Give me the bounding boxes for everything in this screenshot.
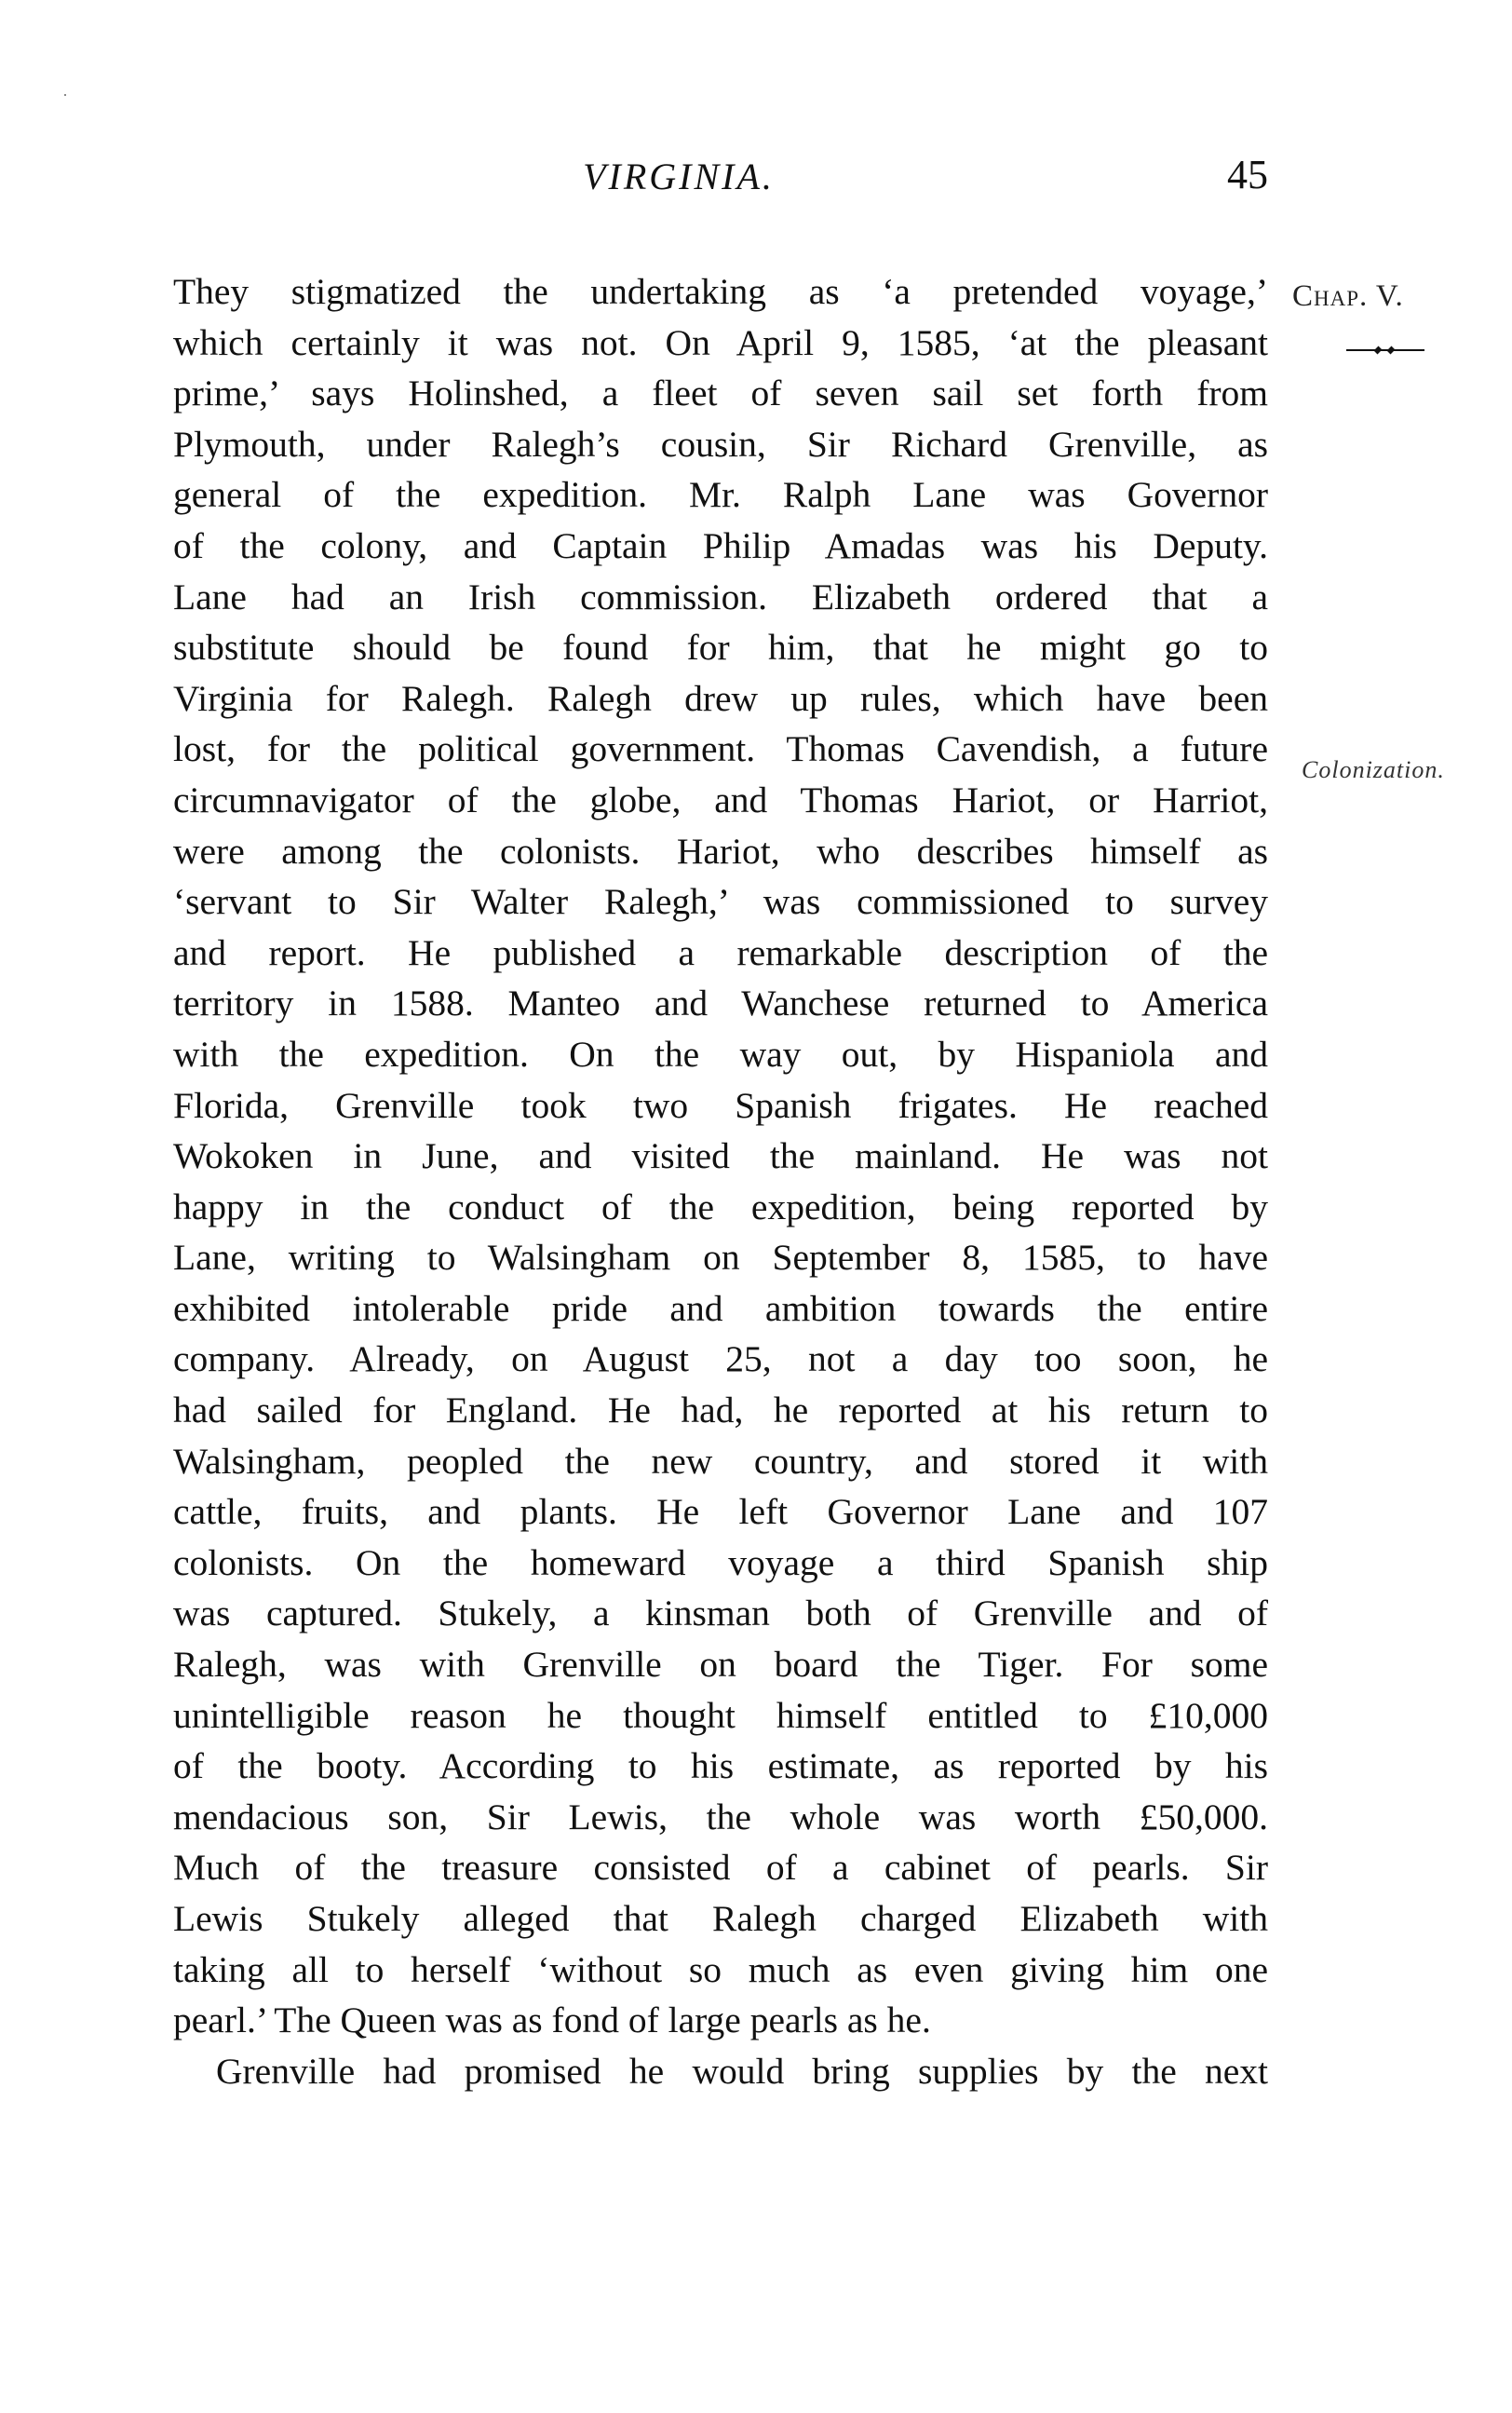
- text-line: mendacious son, Sir Lewis, the whole was worth £50,000.: [173, 1796, 1268, 1837]
- scan-speck: [64, 94, 66, 96]
- text-line: taking all to herself ‘without so much as even giving him one: [173, 1948, 1268, 1990]
- double-diamond-rule-icon: [1346, 345, 1424, 356]
- text-line: Florida, Grenville took two Spanish frigates. He reached: [173, 1084, 1268, 1126]
- text-line: were among the colonists. Hariot, who describes himself as: [173, 830, 1268, 872]
- text-line: territory in 1588. Manteo and Wanchese returned to America: [173, 983, 1268, 1024]
- text-line: general of the expedition. Mr. Ralph Lane was Governor: [173, 474, 1268, 516]
- body-text: [173, 266, 1268, 2096]
- text-line: Virginia for Ralegh. Ralegh drew up rules, which have been: [173, 677, 1268, 719]
- text-line: prime,’ says Holinshed, a fleet of seven sail set forth from: [173, 373, 1268, 414]
- text-line: unintelligible reason he thought himself entitled to £10,000: [173, 1694, 1268, 1736]
- text-line: ‘servant to Sir Walter Ralegh,’ was commissioned to survey: [173, 881, 1268, 923]
- chapter-margin-note: Chap. V.: [1292, 279, 1404, 313]
- text-line: Plymouth, under Ralegh’s cousin, Sir Richard Grenville, as: [173, 423, 1268, 465]
- text-line: of the booty. According to his estimate, as reported by his: [173, 1745, 1268, 1787]
- paragraph-end-line: pearl.’ The Queen was as fond of large pearls as he.: [173, 2000, 931, 2041]
- text-line: They stigmatized the undertaking as ‘a pretended voyage,’: [173, 271, 1268, 312]
- text-line: which certainly it was not. On April 9, 1585, ‘at the pleasant: [173, 321, 1268, 363]
- topic-margin-note: Colonization.: [1302, 756, 1445, 783]
- text-line: Lane, writing to Walsingham on September 8, 1585, to have: [173, 1237, 1268, 1279]
- running-title: VIRGINIA.: [583, 156, 775, 197]
- text-line: exhibited intolerable pride and ambition towards the entire: [173, 1287, 1268, 1329]
- text-line: Wokoken in June, and visited the mainland. He was not: [173, 1135, 1268, 1177]
- text-line: Ralegh, was with Grenville on board the Tiger. For some: [173, 1644, 1268, 1686]
- page-number: 45: [1227, 152, 1268, 197]
- text-line: of the colony, and Captain Philip Amadas was his Deputy.: [173, 524, 1268, 566]
- text-line: and report. He published a remarkable description of the: [173, 931, 1268, 973]
- text-line: had sailed for England. He had, he reported at his return to: [173, 1390, 1268, 1431]
- text-line: Lane had an Irish commission. Elizabeth ordered that a: [173, 576, 1268, 617]
- text-line: Lewis Stukely alleged that Ralegh charged Elizabeth with: [173, 1898, 1268, 1939]
- text-line: circumnavigator of the globe, and Thomas Hariot, or Harriot,: [173, 779, 1268, 820]
- text-line: with the expedition. On the way out, by Hispaniola and: [173, 1033, 1268, 1075]
- paragraph-start-line: Grenville had promised he would bring supplies by the next: [216, 2050, 1268, 2092]
- text-line: was captured. Stukely, a kinsman both of Grenville and of: [173, 1593, 1268, 1634]
- running-head: [173, 149, 1268, 224]
- text-line: substitute should be found for him, that he might go to: [173, 627, 1268, 669]
- text-line: Walsingham, peopled the new country, and stored it with: [173, 1440, 1268, 1482]
- text-line: happy in the conduct of the expedition, being reported by: [173, 1186, 1268, 1227]
- text-line: Much of the treasure consisted of a cabinet of pearls. Sir: [173, 1847, 1268, 1889]
- text-line: company. Already, on August 25, not a day too soon, he: [173, 1338, 1268, 1380]
- text-line: lost, for the political government. Thomas Cavendish, a future: [173, 728, 1268, 770]
- text-line: colonists. On the homeward voyage a third Spanish ship: [173, 1541, 1268, 1583]
- text-line: cattle, fruits, and plants. He left Governor Lane and 107: [173, 1491, 1268, 1533]
